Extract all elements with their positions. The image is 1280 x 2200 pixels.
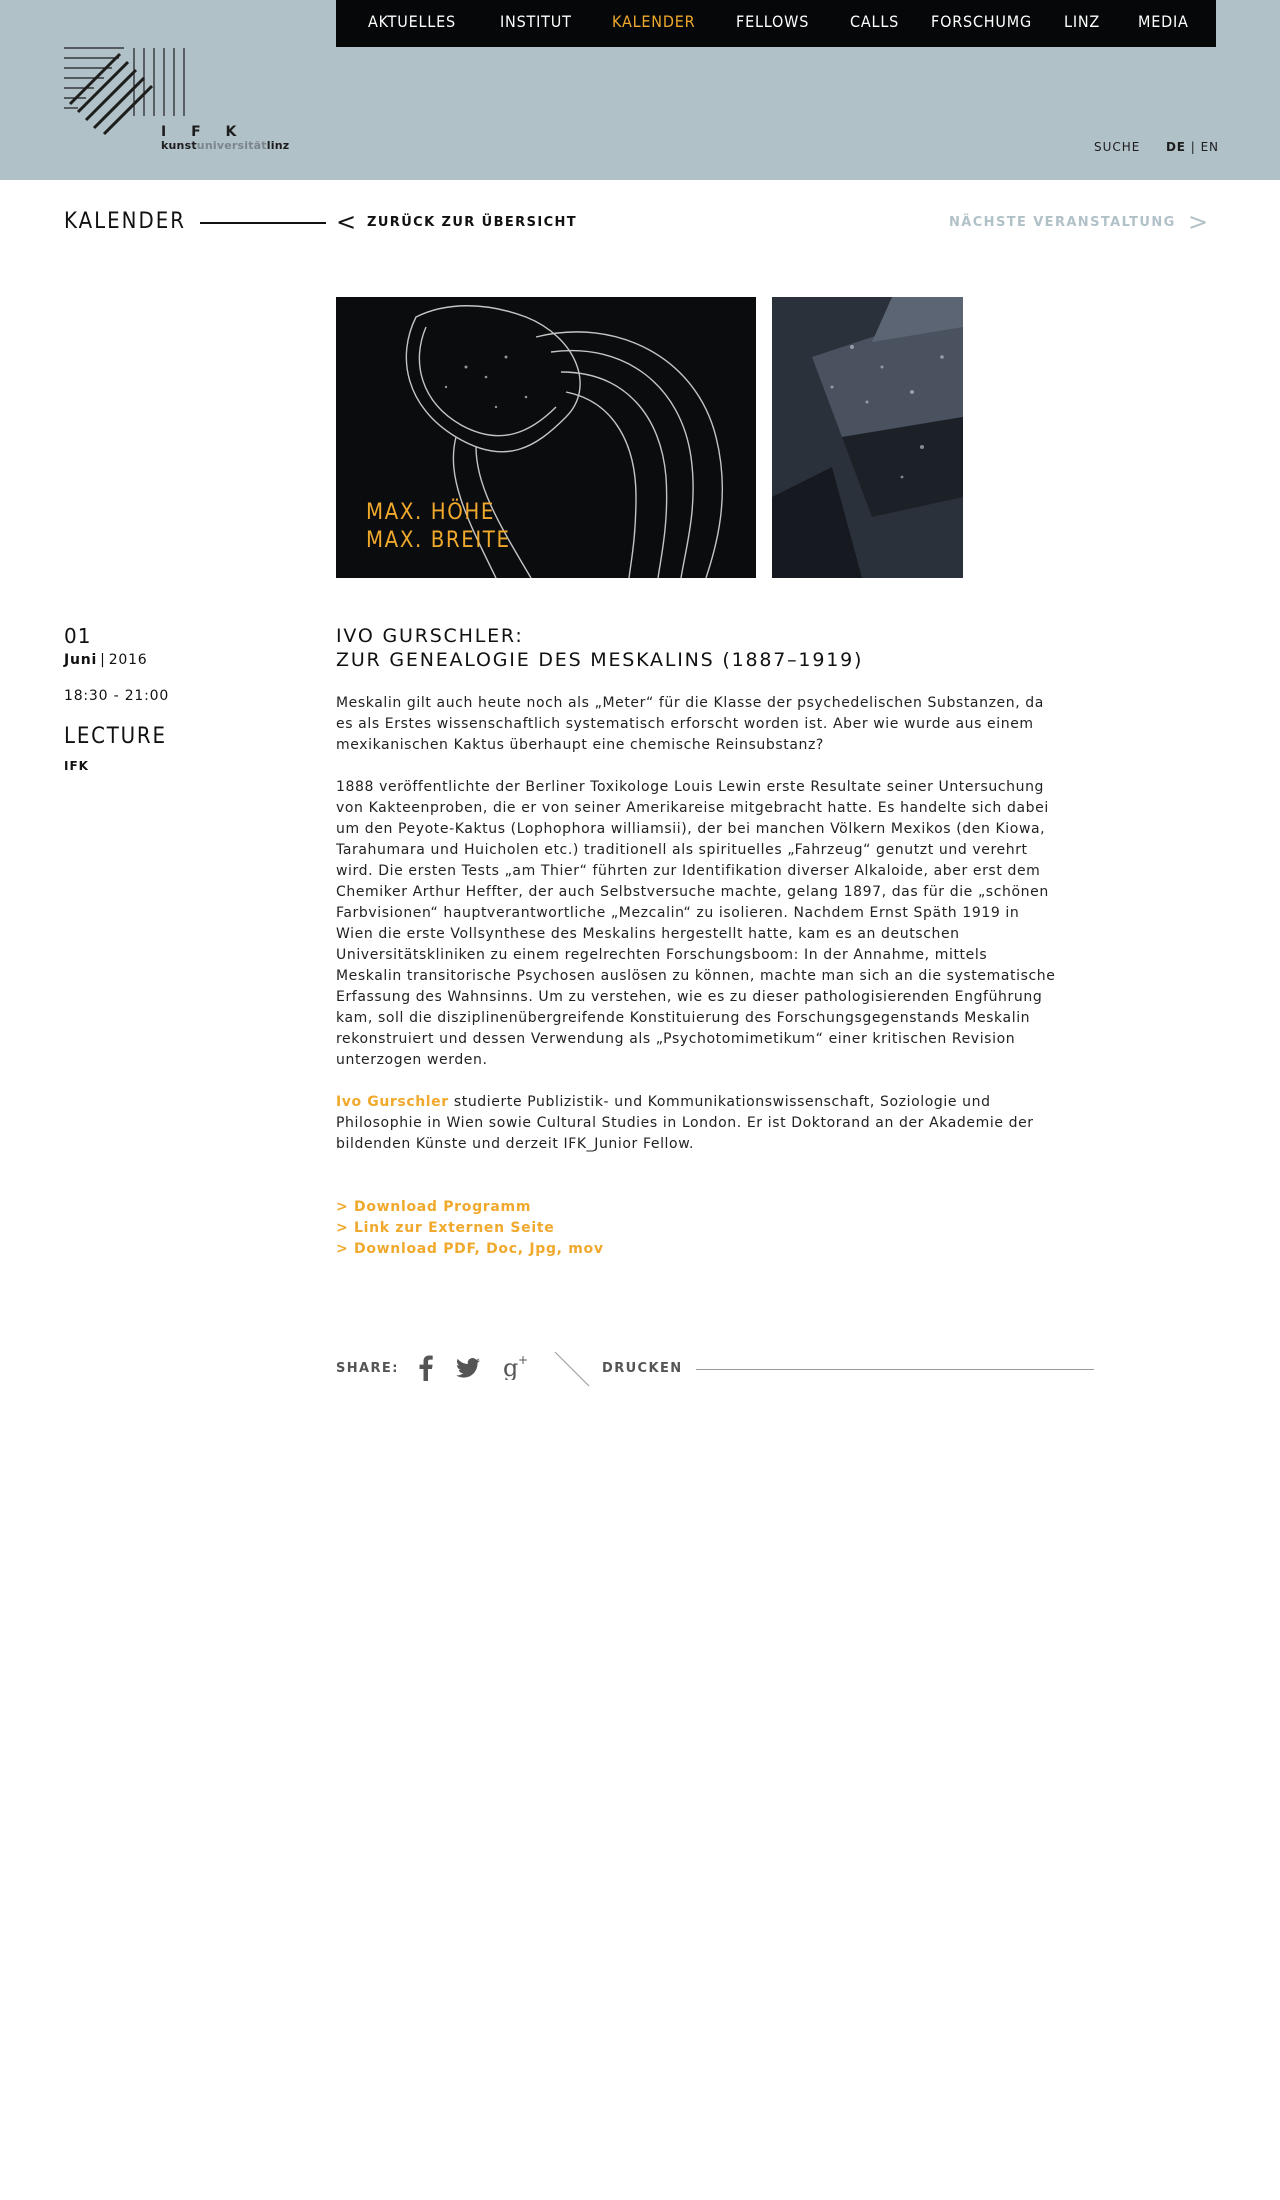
share-divider-icon: [553, 1350, 591, 1388]
nav-item-forschumg[interactable]: FORSCHUMG: [931, 12, 1032, 31]
section-title: KALENDER: [64, 209, 186, 234]
event-type: LECTURE: [64, 724, 167, 749]
back-to-overview-link[interactable]: ZURÜCK ZUR ÜBERSICHT: [367, 215, 578, 230]
google-plus-icon[interactable]: [503, 1352, 531, 1380]
back-arrow-icon[interactable]: <: [336, 208, 357, 236]
event-image-main[interactable]: [336, 297, 756, 578]
event-organizer: IFK: [64, 759, 89, 773]
nav-item-linz[interactable]: LINZ: [1064, 12, 1101, 31]
logo-university-text: kunstuniversitätlinz: [161, 139, 290, 152]
event-title: IVO GURSCHLER: ZUR GENEALOGIE DES MESKALINS (1887–1919): [336, 625, 864, 671]
nav-item-aktuelles[interactable]: AKTUELLES: [368, 12, 456, 31]
search-link[interactable]: SUCHE: [1094, 140, 1141, 154]
event-body-paragraph: 1888 veröffentlichte der Berliner Toxikologe Louis Lewin erste Resultate seiner Untersuchung von Kakteenproben, die er von seiner Amerikareise mitgebracht hatte. Es handelte sich dabei um den Peyote-Kaktus (Lophophora williamsii), der bei manchen Völkern Mexikos (den Kiowa, Tarahumara und Huicholen etc.) traditionell als spirituelles „Fahrzeug“ genutzt und verehrt wird. Die ersten Tests „am Thier“ führten zur Identifikation diverser Alkaloide, aber erst dem Chemiker Arthur Heffter, der auch Selbstversuche machte, gelang 1897, das für die „schönen Farbvisionen“ hauptverantwortliche „Mezcalin“ zu isolieren. Nachdem Ernst Späth 1919 in Wien die erste Vollsynthese des Meskalins hergestellt hatte, kam es an deutschen Universitätskliniken zu einem regelrechten Forschungsboom: In der Annahme, mittels Meskalin transitorische Psychosen auslösen zu können, machte man sich an die systematische Erfassung des Wahnsinns. Um zu verstehen, wie es zu dieser pathologisierenden Engführung kam, soll die disziplinenübergreifende Konstituierung des Forschungsgegenstands Meskalin rekonstruiert und dessen Verwendung als „Psychotomimetikum“ einer kritischen Revision unterzogen werden.: [336, 779, 1056, 1068]
download-links: [336, 1197, 604, 1260]
image-caption: MAX. HÖHE MAX. BREITE: [366, 500, 511, 553]
event-time: 18:30 - 21:00: [64, 688, 170, 704]
download-program-link[interactable]: > Download Programm: [336, 1199, 532, 1215]
language-switcher: DE | EN: [1166, 140, 1219, 154]
nav-item-kalender[interactable]: KALENDER: [612, 12, 696, 31]
print-link[interactable]: DRUCKEN: [602, 1361, 683, 1376]
next-event-link[interactable]: NÄCHSTE VERANSTALTUNG: [949, 215, 1176, 230]
abstract-photo: [772, 297, 963, 578]
speaker-bio-paragraph: Ivo Gurschler studierte Publizistik- und Kommunikationswissenschaft, Soziologie und Philosophie in Wien sowie Cultural Studies in London. Er ist Doktorand an der Akademie der bildenden Künste und derzeit IFK_Junior Fellow.: [336, 1094, 1034, 1152]
nav-item-institut[interactable]: INSTITUT: [500, 12, 572, 31]
event-intro-paragraph: Meskalin gilt auch heute noch als „Meter“ für die Klasse der psychedelischen Substanzen, da es als Erstes wissenschaftlich systematisch erforscht worden ist. Aber wie wurde aus einem mexikanischen Kaktus überhaupt eine chemische Reinsubstanz?: [336, 695, 1044, 753]
facebook-icon[interactable]: [418, 1355, 434, 1381]
nav-item-media[interactable]: MEDIA: [1138, 12, 1189, 31]
svg-text:+: +: [518, 1353, 529, 1367]
external-page-link[interactable]: > Link zur Externen Seite: [336, 1220, 555, 1236]
main-nav: [336, 0, 1216, 47]
speaker-name-link[interactable]: Ivo Gurschler: [336, 1094, 449, 1110]
print-divider: [696, 1369, 1094, 1370]
event-month-year: Juni | 2016: [64, 652, 148, 668]
svg-text:g: g: [503, 1354, 519, 1380]
nav-item-calls[interactable]: CALLS: [850, 12, 900, 31]
share-label: SHARE:: [336, 1361, 399, 1376]
twitter-icon[interactable]: [456, 1358, 480, 1378]
lang-en[interactable]: EN: [1200, 140, 1219, 154]
lang-de[interactable]: DE: [1166, 140, 1186, 154]
section-divider: [200, 222, 326, 224]
event-day: 01: [64, 624, 92, 648]
logo-ifk-text: I F K: [161, 124, 247, 140]
ifk-logo[interactable]: [64, 46, 304, 158]
next-arrow-icon[interactable]: >: [1188, 208, 1209, 236]
nav-item-fellows[interactable]: FELLOWS: [736, 12, 810, 31]
download-files-link[interactable]: > Download PDF, Doc, Jpg, mov: [336, 1241, 604, 1257]
event-image-secondary[interactable]: [772, 297, 963, 578]
